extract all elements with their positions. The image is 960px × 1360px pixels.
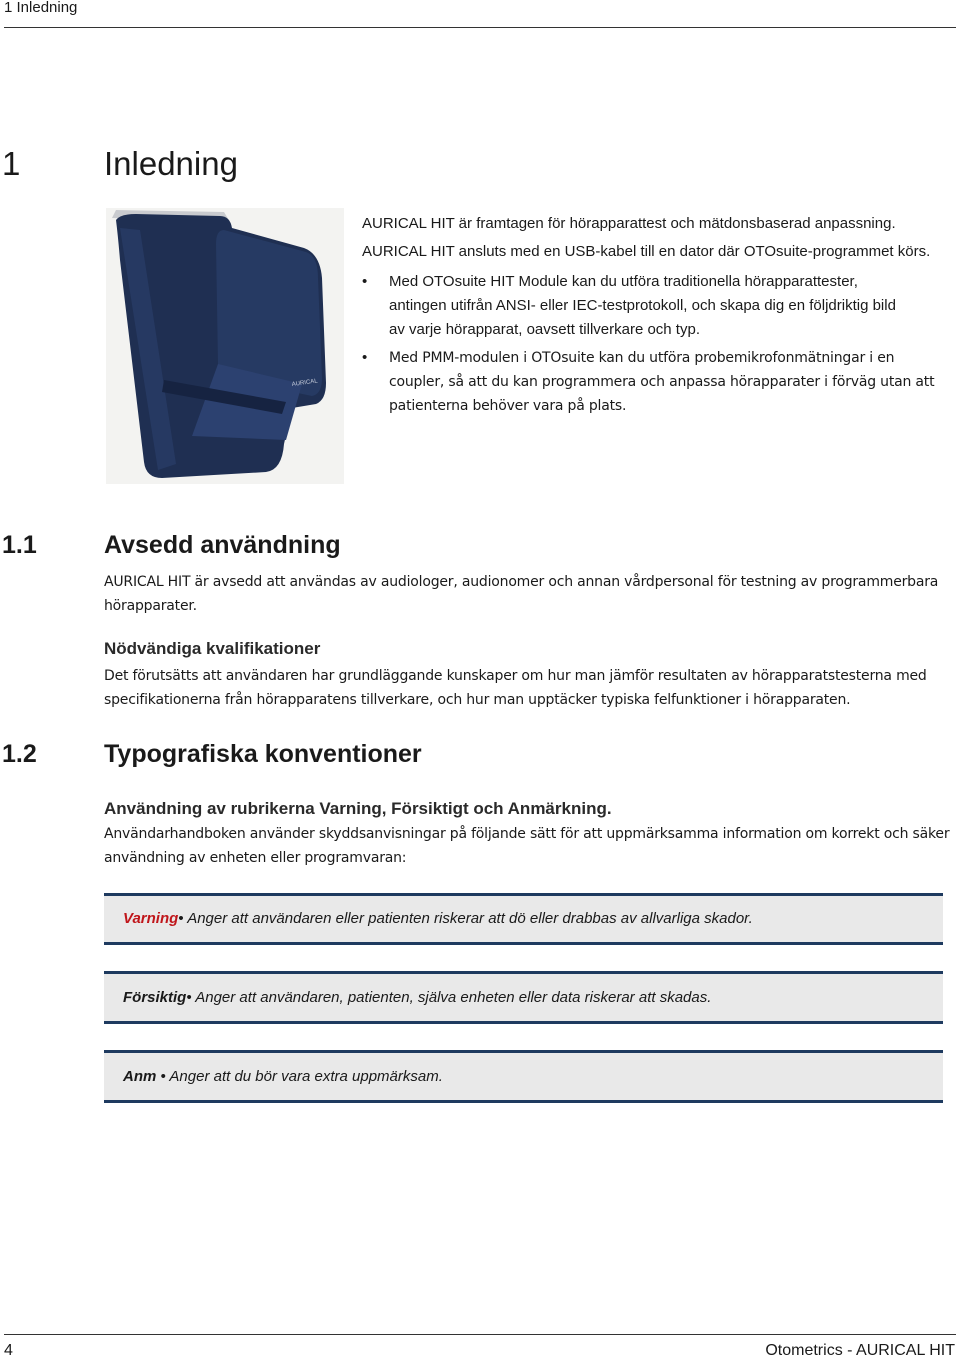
section-1-1-title: Avsedd användning <box>104 531 341 559</box>
caution-keyword: Försiktig <box>123 989 187 1006</box>
page-number: 4 <box>4 1342 13 1359</box>
qualifications-line-2: specifikationerna från hörapparatens tillverkare, och hur man upptäcker typiska felfunktioner i hörapparaten. <box>104 692 851 708</box>
bullet-glyph: • <box>362 349 368 366</box>
section-1-1-heading <box>2 530 602 560</box>
intro-bullet-1 <box>362 270 952 342</box>
chapter-title: Inledning <box>104 145 238 182</box>
note-separator: • <box>160 1068 166 1085</box>
section-1-2-title: Typografiska konventioner <box>104 740 422 768</box>
conventions-subheading: Användning av rubrikerna Varning, Försiktigt och Anmärkning. <box>104 799 612 818</box>
bullet-1-line-1: Med OTOsuite HIT Module kan du utföra traditionella hörapparattester, <box>389 273 858 290</box>
bullet-2-line-3: patienterna behöver vara på plats. <box>389 398 627 414</box>
footer-rule <box>4 1334 956 1335</box>
section-1-1-number: 1.1 <box>2 531 37 559</box>
section-1-2-number: 1.2 <box>2 740 37 768</box>
conventions-line-1: Användarhandboken använder skyddsanvisningar på följande sätt för att uppmärksamma information om korrekt och säker <box>104 826 950 842</box>
caution-text: Anger att användaren, patienten, själva enheten eller data riskerar att skadas. <box>195 989 712 1006</box>
qualifications-subheading: Nödvändiga kvalifikationer <box>104 639 321 658</box>
bullet-glyph: • <box>362 273 368 290</box>
chapter-heading <box>2 144 602 184</box>
intro-bullet-2 <box>362 346 952 418</box>
intro-line-1: AURICAL HIT är framtagen för hörapparattest och mätdonsbaserad anpassning. <box>362 215 896 232</box>
warning-note-line <box>123 909 753 929</box>
bullet-1-line-2: antingen utifrån ANSI- eller IEC-testprotokoll, och skapa dig en följdriktig bild <box>389 297 896 314</box>
conventions-line-2: användning av enheten eller programvaran: <box>104 850 407 866</box>
note-text: Anger att du bör vara extra uppmärksam. <box>169 1068 443 1085</box>
note-box <box>104 1050 943 1103</box>
note-keyword: Anm <box>123 1068 157 1085</box>
warning-note-box <box>104 893 943 945</box>
bullet-2-line-2: coupler, så att du kan programmera och anpassa hörapparater i förväg utan att <box>389 374 935 390</box>
running-header: 1 Inledning <box>4 0 78 16</box>
note-separator: • <box>186 989 192 1006</box>
chapter-number: 1 <box>2 145 21 182</box>
section-1-1-para-line-2: hörapparater. <box>104 598 197 614</box>
caution-note-line <box>123 988 711 1008</box>
section-1-1-para-line-1: AURICAL HIT är avsedd att användas av audiologer, audionomer och annan vårdpersonal för testning av programmerbara <box>104 574 939 590</box>
aurical-hit-device-image <box>106 208 344 484</box>
warning-text: Anger att användaren eller patienten riskerar att dö eller drabbas av allvarliga skador. <box>187 910 753 927</box>
header-rule <box>4 27 956 28</box>
note-line <box>123 1067 443 1087</box>
device-brand-label: AURICAL <box>291 378 319 388</box>
note-separator: • <box>178 910 184 927</box>
warning-keyword: Varning <box>123 910 179 927</box>
bullet-2-line-1: Med PMM-modulen i OTOsuite kan du utföra probemikrofonmätningar i en <box>389 350 895 366</box>
footer-publisher: Otometrics - AURICAL HIT <box>765 1342 955 1359</box>
qualifications-line-1: Det förutsätts att användaren har grundläggande kunskaper om hur man jämför resultaten av hörapparatstesterna med <box>104 668 927 684</box>
caution-note-box <box>104 971 943 1024</box>
bullet-1-line-3: av varje hörapparat, oavsett tillverkare och typ. <box>389 321 700 338</box>
section-1-2-heading <box>2 739 602 769</box>
intro-line-2: AURICAL HIT ansluts med en USB-kabel till en dator där OTOsuite-programmet körs. <box>362 243 931 260</box>
